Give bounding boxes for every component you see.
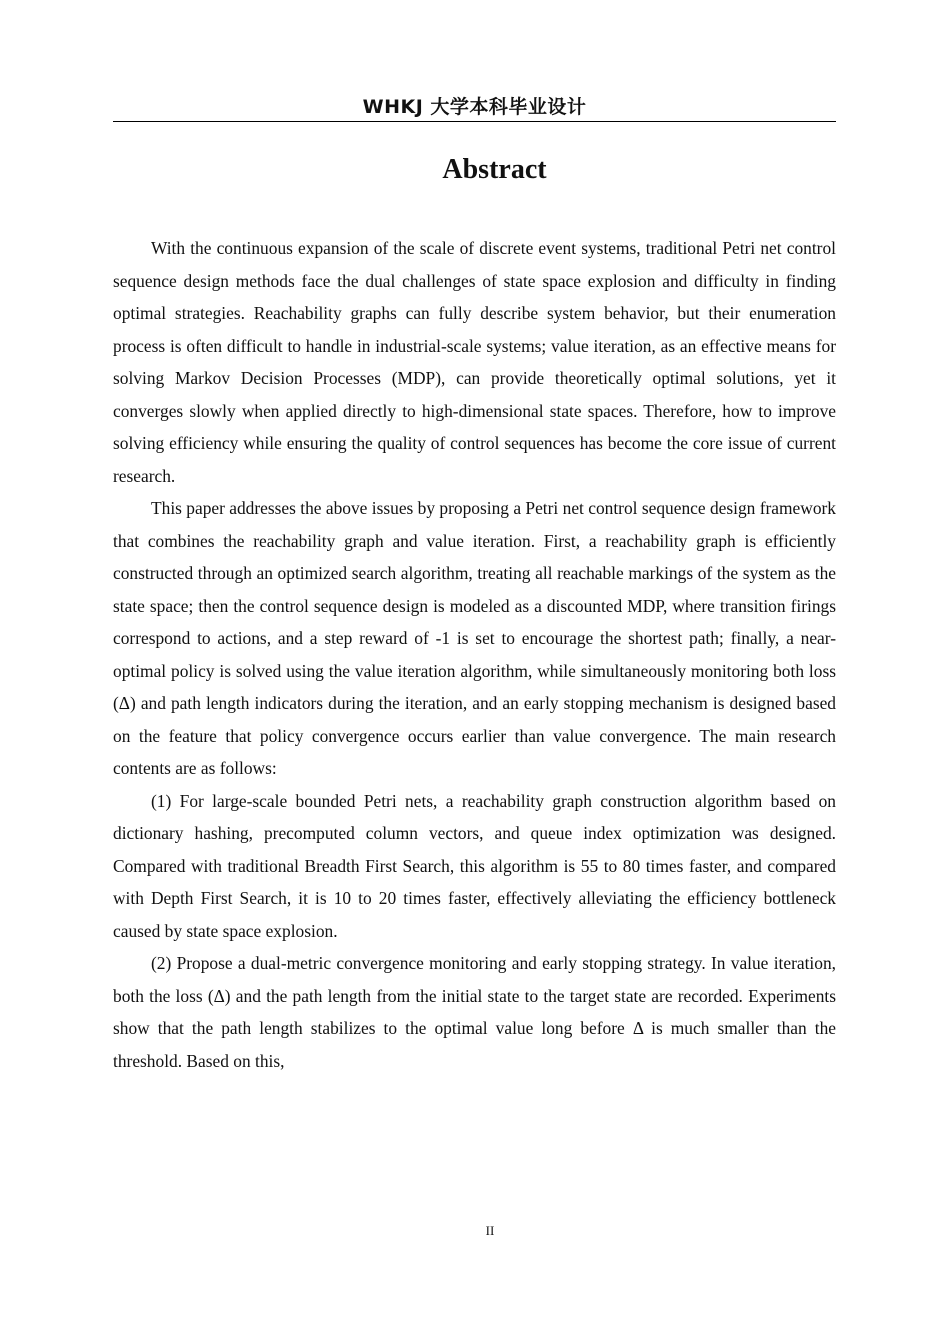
abstract-body — [113, 232, 836, 1077]
header-rule — [113, 121, 836, 122]
document-title: Abstract — [442, 154, 547, 185]
page-number: II — [485, 1223, 495, 1238]
page-header: WHKJ 大学本科毕业设计 — [362, 96, 587, 118]
abstract-paragraph: This paper addresses the above issues by proposing a Petri net control sequence design framework that combines the reachability graph and value iteration. First, a reachability graph is efficiently constructed through an optimized search algorithm, treating all reachable markings of the system as the state space; then the control sequence design is modeled as a discounted MDP, where transition firings correspond to actions, and a step reward of -1 is set to encourage the shortest path; finally, a near-optimal policy is solved using the value iteration algorithm, while simultaneously monitoring both loss (Δ) and path length indicators during the iteration, and an early stopping mechanism is designed based on the feature that policy convergence occurs earlier than value convergence. The main research contents are as follows: — [113, 498, 836, 778]
abstract-paragraph: (1) For large-scale bounded Petri nets, a reachability graph construction algorithm based on dictionary hashing, precomputed column vectors, and queue index optimization was designed. Compared with traditional Breadth First Search, this algorithm is 55 to 80 times faster, and compared with Depth First Search, it is 10 to 20 times faster, effectively alleviating the efficiency bottleneck caused by state space explosion. — [113, 790, 836, 941]
abstract-paragraph: (2) Propose a dual-metric convergence monitoring and early stopping strategy. In value iteration, both the loss (Δ) and the path length from the initial state to the target state are recorded. Experiments show that the path length stabilizes to the optimal value long before Δ is much smaller than the threshold. Based on this, — [113, 953, 836, 1071]
abstract-paragraph: With the continuous expansion of the scale of discrete event systems, traditional Petri net control sequence design methods face the dual challenges of state space explosion and difficulty in finding optimal strategies. Reachability graphs can fully describe system behavior, but their enumeration process is often difficult to handle in industrial-scale systems; value iteration, as an effective means for solving Markov Decision Processes (MDP), can provide theoretically optimal solutions, yet it converges slowly when applied directly to high-dimensional state spaces. Therefore, how to improve solving efficiency while ensuring the quality of control sequences has become the core issue of current research. — [113, 238, 836, 486]
